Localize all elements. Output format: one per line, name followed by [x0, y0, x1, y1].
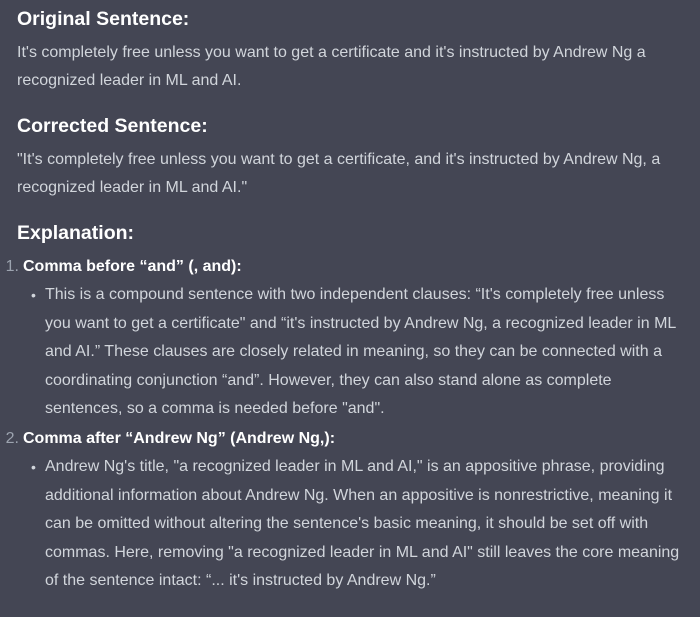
explanation-item	[0, 424, 700, 596]
list-number: 1.	[5, 258, 19, 275]
corrected-sentence-text: "It's completely free unless you want to get a certificate, and it's instructed by Andrew Ng, a recognized leader in ML and AI."	[17, 151, 661, 196]
explanation-item-title: Comma after “Andrew Ng” (Andrew Ng,):	[23, 429, 336, 447]
explanation-list	[0, 252, 700, 596]
explanation-item-title: Comma before “and” (, and):	[23, 258, 242, 275]
list-number: 2.	[5, 429, 19, 447]
corrected-sentence-heading: Corrected Sentence:	[17, 115, 208, 137]
explanation-bullet	[23, 453, 700, 596]
explanation-bullet	[23, 281, 700, 424]
explanation-sublist	[23, 281, 700, 424]
explanation-bullet-text: This is a compound sentence with two independent clauses: “It's completely free unless you want to get a certificate" and “it's instructed by Andrew Ng, a recognized leader in ML and AI.” These clauses are closely related in meaning, so they can be connected with a coordinating conjunction “and”. However, they can also stand alone as complete sentences, so a comma is needed before "and".	[45, 286, 676, 418]
original-sentence-heading: Original Sentence:	[17, 8, 190, 30]
explanation-heading: Explanation:	[17, 222, 135, 244]
explanation-item	[0, 252, 700, 424]
explanation-sublist	[23, 453, 700, 596]
original-sentence-text: It's completely free unless you want to get a certificate and it's instructed by Andrew Ng a recognized leader in ML and AI.	[17, 44, 646, 89]
explanation-bullet-text: Andrew Ng's title, "a recognized leader in ML and AI," is an appositive phrase, providing additional information about Andrew Ng. When an appositive is nonrestrictive, meaning it can be omitted without altering the sentence's basic meaning, it should be set off with commas. Here, removing "a recognized leader in ML and AI" still leaves the core meaning of the sentence intact: “... it's instructed by Andrew Ng.”	[45, 457, 680, 590]
bullet-dot-icon: •	[31, 287, 36, 303]
bullet-dot-icon: •	[31, 458, 36, 475]
